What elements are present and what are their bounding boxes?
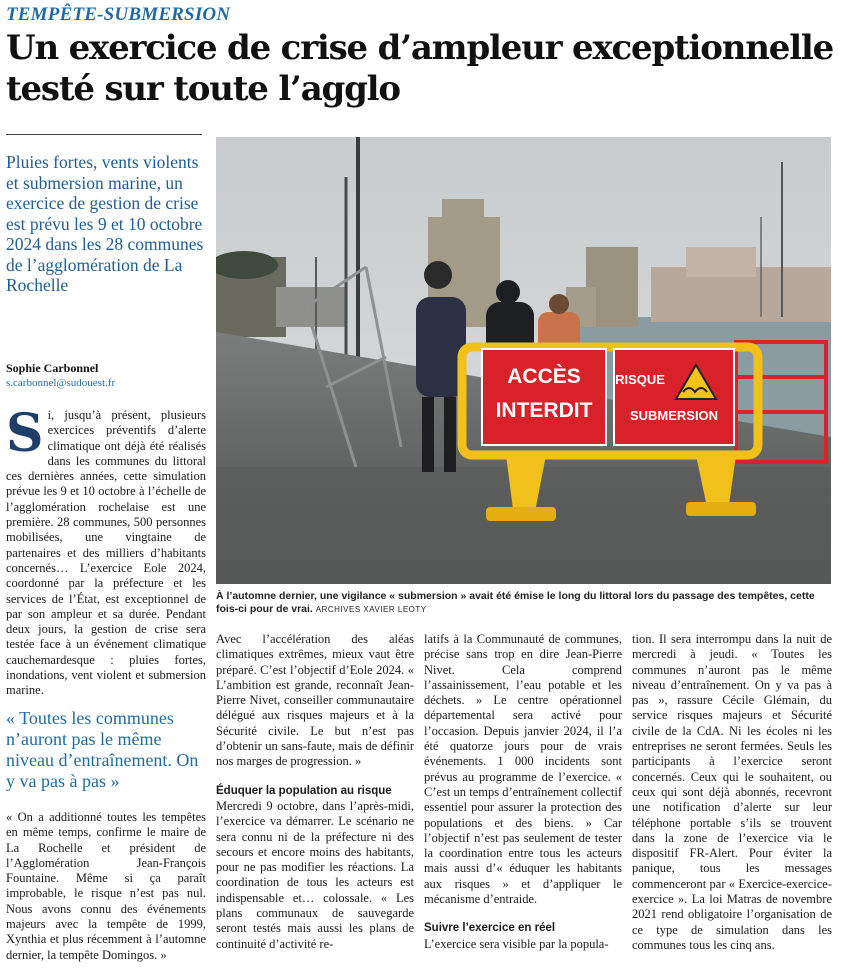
sign-risque-line1: RISQUE: [615, 372, 665, 387]
sign-acces-line1: ACCÈS: [507, 365, 581, 388]
article-column-4: [632, 632, 832, 953]
column-3a-text: latifs à la Communauté de communes, précise sans trop en dire Jean-Pierre Nivet. Cela comprend l’assainissement, l’eau potable et les déchets. » Le centre opérationnel départemental sera activé pour l’occasion. Depuis janvier 2024, il l’a été quatorze jours pour de vrais événements. 1 000 incidents sont prévus au programme de l’exercice. « C’est un temps d’entraînement collectif essentiel pour assurer la protection des populations et des biens. » Car l’objectif n’est pas seulement de tester la coordination entre tous les acteurs mais aussi d’« éduquer les habitants aux risques » et d’appliquer le mécanisme d’entraide.: [424, 632, 622, 907]
photo-caption: [216, 590, 831, 616]
article-column-1: [6, 403, 206, 699]
column-2a-text: Avec l’accélération des aléas climatiques extrêmes, mieux vaut être préparé. C’est l’objectif d’Eole 2024. « L’ambition est grande, reconnaît Jean-Pierre Nivet, conseiller communautaire délégué aux risques majeurs et à la Sécurité civile. Le but n’est pas d’obtenir un sans-faute, mais de définir nos marges de progression. »: [216, 632, 414, 769]
dropcap: S: [6, 403, 44, 464]
column-3b-text: L’exercice sera visible par la popula-: [424, 936, 609, 951]
column-2b-text: Mercredi 9 octobre, dans l’après-midi, l’exercice va démarrer. Le scénario ne sera connu ni de la préfecture ni des secours et encore moins des habitants, pour ne pas modifier les réactions. La coordination de tous les acteurs est indispensable et… colossale. « Les plans communaux de sauvegarde seront testés mais aussi les plans de continuité d’activité re-: [216, 798, 414, 951]
column-4-text: tion. Il sera interrompu dans la nuit de mercredi à jeudi. « Toutes les communes n’auront pas le même niveau d’entraînement. On y va pas à pas », rassure Cécile Glémain, du service risques majeurs et Sécurité civile de la CdA. Ni les écoles ni les entreprises ne seront fermées. Seuls les participants à l’exercice seront concernés. Ceux qui le souhaitent, ou ceux qui sont déjà abonnés, recevront une notification d’alerte sur leur téléphone portable s’ils se trouvent dans la zone de l’exercice via le dispositif FR-Alert. Pour éviter la panique, tous les messages commenceront par « Exercice-exercice-exercice ». La loi Matras de novembre 2021 rend obligatoire l’organisation de ce type de simulation dans les communes tous les cinq ans.: [632, 632, 832, 952]
pull-quote: « Toutes les communes n’auront pas le même niveau d’entraînement. On y va pas à pas »: [6, 708, 199, 791]
caption-text: À l’automne dernier, une vigilance « submersion » avait été émise le long du littoral lors du passage des tempêtes, cette fois-ci pour de vrai.: [216, 590, 815, 615]
subhead-suivre: Suivre l’exercice en réel: [424, 922, 556, 935]
column-1-text: i, jusqu’à présent, plusieurs exercices préventifs d’alerte climatique ont déjà été réalisés dans les communes du littoral ces dernières années, cette simulation prévue les 9 et 10 octobre à l’échelle de l’agglomération rochelaise est une première. 28 communes, 500 personnes mobilisées, une vingtaine de partenaires et des milliers d’habitants concernés… L’exercice Eole 2024, coordonné par la préfecture et les services de l’État, est exceptionnel de par son ampleur et sa durée. Pendant deux jours, la gestion de crise sera testée face à un événement climatique cauchemardesque : pluies fortes, inondations, vent violent et submersion marine.: [6, 408, 206, 698]
author-email[interactable]: s.carbonnel@sudouest.fr: [6, 377, 116, 389]
article-column-3: [424, 632, 622, 952]
headline: Un exercice de crise d’ampleur exceptionnelle testé sur toute l’agglo: [6, 28, 834, 109]
article-column-1b: [6, 810, 206, 963]
divider: [6, 134, 202, 135]
harbor-photo: [216, 137, 831, 584]
kicker: TEMPÊTE-SUBMERSION: [6, 4, 231, 25]
news-photo: [216, 137, 831, 584]
article-column-2: [216, 632, 414, 952]
sign-risque-line2: SUBMERSION: [629, 408, 719, 423]
column-1b-text: « On a additionné toutes les tempêtes en même temps, confirme le maire de La Rochelle et président de l’Agglomération Jean-François Fountaine. Même si ça paraît improbable, le risque n’est pas nul. Nous avons connu des événements majeurs avec la tempête de 1999, Xynthia et plus récemment à l’automne dernier, la tempête Domingos. »: [6, 810, 206, 962]
sign-acces-line2: INTERDIT: [495, 399, 593, 422]
photo-credit: ARCHIVES XAVIER LEOTY: [315, 605, 427, 614]
lede: Pluies fortes, vents violents et submersion marine, un exercice de gestion de crise est prévu les 9 et 10 octobre 2024 dans les 28 communes de l’agglomération de La Rochelle: [6, 152, 204, 295]
subhead-eduquer: Éduquer la population au risque: [216, 784, 392, 797]
author-name: Sophie Carbonnel: [6, 361, 99, 375]
